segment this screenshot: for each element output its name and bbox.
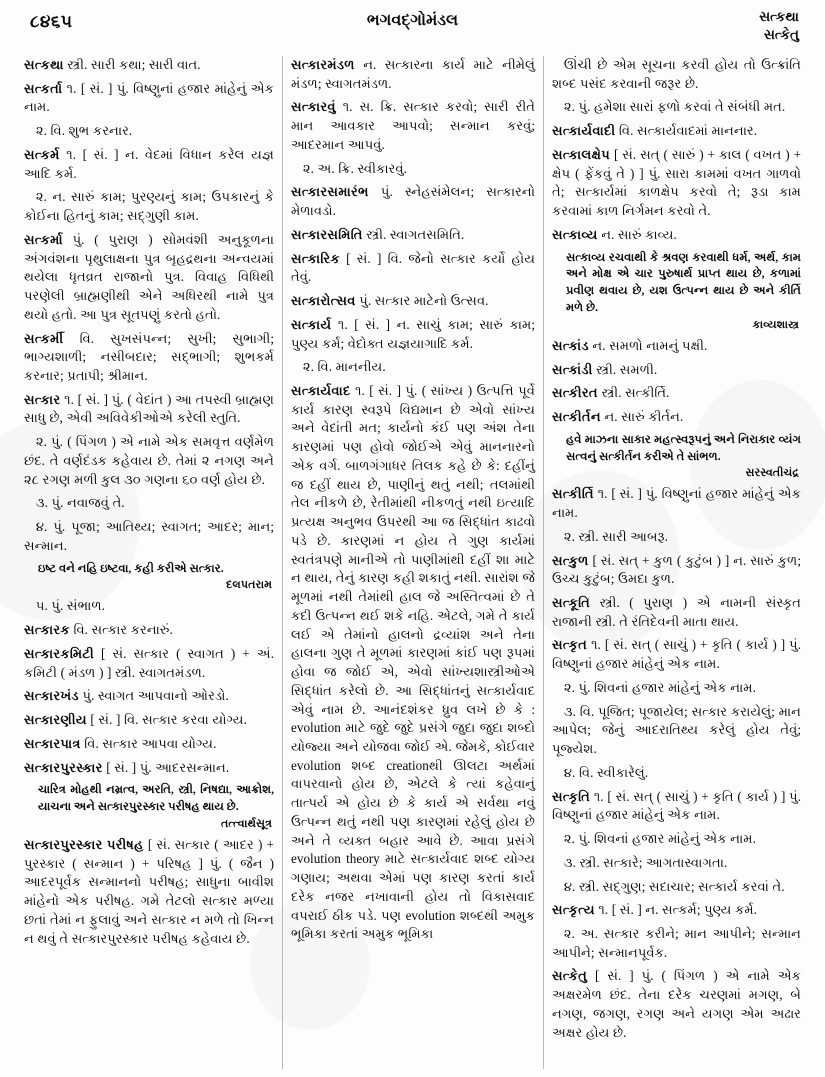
dictionary-entry [24,645,274,682]
entry-headword: સત્કારપુરસ્કાર [24,759,103,775]
entry-quotation: ચારિત્ર મોહથી નમ્રત્વ, અરતિ, સ્ત્રી, નિષદ્યા, આક્રોશ, યાચના અને સત્કારપુરસ્કાર પરીષહ થાય છે. [38,783,274,814]
dictionary-entry [291,316,535,353]
dictionary-entry [291,382,535,944]
entry-definition: [ સં. ] વિ. જેનો સત્કાર કર્યો હોય તેવું. [291,250,535,285]
dictionary-entry [291,98,535,154]
dictionary-entry [552,485,801,522]
entry-sense: ૨. પું. શિવનાં હજાર માંહેનું એક નામ. [563,831,756,847]
dictionary-entry [552,901,801,920]
entry-headword: સત્કૃત્ય [552,902,595,918]
dictionary-entry [552,636,801,673]
entry-sense: ૩. પું. નવાજવું તે. [35,495,125,511]
entry-headword: સત્કારમંડળ [291,57,355,72]
entry-headword: સત્કર્મી [24,330,64,346]
entry-definition: ન. સમળો નામનું પક્ષી. [588,337,708,353]
entry-headword: સત્કુળ [552,552,589,568]
entry-definition: [ સં. સત્ + કુળ ( કુટુંબ ) ] ન. સારું કુળ; ઉચ્ચ કુટુંબ; ઉમદા કુળ. [552,552,801,587]
entry-headword: સત્કારિક [291,250,340,266]
entry-sense: ૨. પું. શિવનાં હજાર માંહેનું એક નામ. [563,679,756,695]
entry-headword: સત્કર્મ [24,146,60,162]
entry-definition: વિ. સત્કાર્યવાદમાં માનનાર. [615,123,758,139]
entry-sense: ૪. સ્ત્રી. સદ્ગુણ; સદાચાર; સત્કાર્ય કરવાં તે. [563,878,785,894]
dictionary-entry [552,384,801,403]
dictionary-entry [552,594,801,631]
dictionary-entry [24,391,274,428]
entry-headword: સત્કૂતિ [552,595,591,610]
entry-definition: ૧. [ સં. ] પું. વિષ્ણુનાં હજાર માંહેનું એક નામ. [24,80,274,115]
dictionary-entry [24,687,274,706]
entry-sense: ૨. વિ. શુભ કરનાર. [35,123,133,139]
entry-definition: પું. સત્કાર માટેનો ઉત્સવ. [355,293,489,309]
entry-definition: ન. સારું કાવ્ય. [597,226,677,242]
entry-sense: ૪. પું. પૂજા; આતિથ્ય; સ્વાગત; આદર; માન; સન્માન. [24,519,274,553]
dictionary-entry [552,122,801,141]
entry-headword: સત્કથા [24,57,64,72]
guide-word-last: સત્કેતુ [763,27,799,43]
entry-quotation: સત્કાવ્ય રચવાથી કે શ્રવણ કરવાથી ધર્મ, અર્થ, કામ અને મોક્ષ એ ચાર પુરુષાર્થ પ્રાપ્ત થાય છે, કળામાં પ્રવીણ થવાય છે, યશ ઉત્પન્ન થાય છે અને કીર્તિ મળે છે. [566,250,801,314]
dictionary-entry [24,836,274,948]
dictionary-entry [24,56,274,75]
entry-definition: સ્ત્રી. સ્વાગતસમિતિ. [362,226,465,242]
entry-quotation: હવે માઝના સાકાર મહત્સ્વરૂપનું અને નિરાકાર વ્યંગ સત્વનું સત્કીર્તન કરીએ તે સાંભળ. [566,432,801,463]
entry-headword: સત્કારકમિટી [24,645,95,661]
entry-definition: વિ. સત્કાર કરનારું. [69,622,173,638]
entry-headword: સત્કારોત્સવ [291,293,356,309]
text-column-1 [16,56,282,1069]
guide-word-first: સત્કથા [759,9,799,24]
entry-definition: [ સં. ] પું. આદરસન્માન. [102,759,230,775]
entry-sense: ૨. વિ. માનનીય. [302,359,386,375]
entry-definition: સ્ત્રી. ( પુરાણ ) એ નામની સંસ્કૃત રાજાની સ્ત્રી. તે રંતિદેવની માતા થાય. [552,595,801,629]
entry-sense: ૩. વિ. પૂજિત; પૂજાયેલ; સત્કાર કરાયેલું; માન આપેલ; જેનું આદરાતિથ્ય કરેલું હોય તેવું; પૂજ્યેશ. [552,703,801,757]
entry-definition: [ સં. સત્કાર ( સ્વાગત ) + અં. કમિટી ( મંડળ ) ] સ્ત્રી. સ્વાગતમંડળ. [24,645,274,680]
entry-definition: [ સં. સત્ ( સારું ) + કાલ ( વખત ) + ક્ષેપ ( ફેંકવું તે ) ] પું. સારા કામમાં વખત ગાળવો તે; સત્કાર્યમાં કાળક્ષેપ કરવો તે; રૂડા કામ કરવામાં કાળ નિર્ગમન કરવો તે. [552,146,801,219]
entry-headword: સત્કીર્તન [552,409,601,424]
dictionary-entry [24,735,274,754]
dictionary-entry [24,80,274,117]
dictionary-entry [552,361,801,380]
entry-definition: ૧. સ. ક્રિ. સત્કાર કરવો; સારી રીતે માન આવકાર આપવો; સન્માન કરવું; આદરમાન આપવું. [291,99,535,152]
dictionary-entry [291,56,535,93]
dictionary-entry [552,967,801,1042]
entry-definition: પું. ( પુરાણ ) સોમવંશી અનુકૂળના અંગવંશના પૃથુલાક્ષના પુત્ર બૃહદ્રથના અન્વયમાં થયેલા ધૃતવ્રત રાજાનો પુત્ર. વિવાહ વિધિથી પરણેલી બ્રાહ્મણીથી એને અધિરથી નામે પુત્ર થયો હતો. આ પુત્ર સૂતપણું કરતો હતો. [24,231,274,322]
text-column-3 [544,56,809,1069]
entry-sense: ૫. પું. સંભાળ. [35,598,105,614]
entry-headword: સત્કારપુરસ્કાર પરીષહ [24,836,144,852]
dictionary-entry [552,337,801,356]
dictionary-entry [24,146,274,183]
entry-headword: સત્કાર્ય [291,316,332,332]
dictionary-entry [24,330,274,386]
entry-sense: ૩. સ્ત્રી. સત્કારે; આગતાસ્વાગતા. [563,854,728,870]
entry-headword: સત્કર્મા [24,231,63,247]
entry-definition: ૧. [ સં. સત્ ( સાચું ) + કૃતિ ( કાર્ય ) ] પું. વિષ્ણુનાં હજાર માંહેનું એક નામ. [552,788,801,823]
entry-headword: સત્કારખંડ [24,688,79,704]
entry-headword: સત્કારસમારંભ [291,184,369,200]
entry-definition: ન. સારું કીર્તન. [600,409,684,424]
entry-definition: પું. સ્વાગત આપવાનો ઓરડો. [78,688,229,704]
entry-definition: ૧. [ સં. ] ન. સાચું કામ; સારું કામ; પુણ્ય કર્મ; વેદોક્ત યજ્ઞયાગાદિ કર્મ. [291,316,535,351]
book-title: ભગવદ્ગોમંડલ [366,12,459,29]
dictionary-entry [24,621,274,640]
entry-headword: સત્કાંડી [552,361,593,377]
entry-sense: ૨. પું. ( પિંગળ ) એ નામે એક સમવૃત્ત વર્ણમેળ છંદ. તે વર્ણદંડક કહેવાય છે. તેમાં ૨ નગણ અને ૨૮ રગણ મળી કુલ ૩૦ ગણના ૬૦ વર્ણ હોય છે. [24,434,274,487]
entry-sense: ૨. અ. ક્રિ. સ્વીકારવું. [302,160,407,176]
page-number: ૮૪૬૫ [30,12,73,31]
guide-words [759,8,799,44]
entry-headword: સત્કારસમિતિ [291,226,363,242]
entry-headword: સત્કીર્તિ [552,486,594,502]
entry-headword: સત્કૃત [552,637,588,653]
entry-sense: ૨. પું. હમેશા સારાં ફળો કરવાં તે સંબંધી મત. [563,99,786,115]
dictionary-entry [552,552,801,589]
entry-headword: સત્કૃતિ [552,788,591,804]
entry-headword: સત્કર્તા [24,80,63,96]
dictionary-entry [24,231,274,325]
dictionary-entry [552,226,801,245]
entry-sense: ૨. અ. સત્કાર કરીને; માન આપીને; સન્માન આપીને; સન્માનપૂર્વક. [552,926,801,960]
entry-headword: સત્કારપાત્ર [24,735,81,751]
running-head [18,8,807,54]
entry-definition: ૧. [ સં. ] પું. ( સાંખ્ય ) ઉત્પત્તિ પૂર્વે કાર્ય કારણ સ્વરૂપે વિદ્યમાન છે એવો સાંખ્ય અને વેદાંતી મત; કાર્યનો કંઈ પણ અંશ તેના કારણમાં પણ હોવો જોઈએ એવું માનનારનો એક વર્ગ. બાળગંગાધર તિલક કહે છે કે: દહીંનું જ દહીં થાય છે, પાણીનું થતું નથી; તલમાંથી તેલ નીકળે છે, રેતીમાંથી નીકળતું નથી ઇત્યાદિ પ્રત્યક્ષ અનુભવ ઉપરથી આ જ સિદ્ધાંત કાઢવો પડે છે. કારણમાં ન હોય તે ગુણ કાર્યમાં સ્વતંત્રપણે માનીએ તો પાણીમાંથી દહીં શા માટે ન થાય, તેનું કારણ કહી શકાતું નથી. સારાંશ જે મૂળમાં નથી તેમાંથી હાલ જે અસ્તિત્વમાં છે તે કદી ઉત્પન્ન થઈ શકે નહિ. એટલે, ગમે તે કાર્ય લઈ એ તેમાંનો હાલનો દ્રવ્યાંશ અને તેના હાલના ગુણ તે મૂળમાં કારણમાં કાંઈ પણ રૂપમાં હોવા જ જોઈ એ, એવો સાંખ્યશાસ્ત્રીઓએ સિદ્ધાંત કરેલો છે. આ સિદ્ધાંતનું સત્કાર્યવાદ એવું નામ છે. આનંદશંકર ધ્રુવ લખે છે કે : evolution માટે જુદે જુદે પ્રસંગે જુદા જુદા શબ્દો યોજ્યા અને યોજવા જોઈ એ. જેમકે, કોઈવાર evolution શબ્દ creationથી ઊલટા અર્થમાં વાપરવાનો હોય છે, એટલે કે ત્યાં કહેવાનું તાત્પર્ય એ હોય છે કે કાર્ય એ સર્વથા નવું ઉત્પન્ન થતું નથી પણ કારણમાં રહેલું હોય છે અને તે વ્યક્ત બહાર આવે છે. આવા પ્રસંગે evolution theory માટે સત્કાર્યવાદ શબ્દ યોગ્ય ગણાય; અથવા એમાં પણ કારણ કરતાં કાર્ય દરેક નજર નખાવાની હોય તો વિકાસવાદ વપરાઈ ઠીક પડે. પણ evolution શબ્દથી અમુક ભૂમિકા કરતાં અમુક ભૂમિકા [291,383,535,942]
entry-headword: સત્કીરત [552,385,598,401]
dictionary-entry [552,408,801,427]
entry-headword: સત્કારવું [291,99,336,115]
entry-definition: ૧. [ સં. સત્ ( સાચું ) + કૃતિ ( કાર્ય ) ] પું. વિષ્ણુનાં હજાર માંહેનું એક નામ. [552,637,801,672]
dictionary-entry [552,788,801,825]
entry-headword: સત્કેતુ [552,968,588,984]
entry-definition: સ્ત્રી. સમળી. [592,361,658,377]
entry-headword: સત્કાલક્ષેપ [552,146,611,162]
entry-quotation: ઇષ્ટ વને નહિ ઇષ્ટવા, કહી કરીએ સત્કાર. [38,561,224,575]
entry-definition: ૧. [ સં. ] પું. વિષ્ણુનાં હજાર માંહેનું એક નામ. [552,486,801,521]
entry-sense: ૨. ન. સારું કામ; પુરણ્યનું કામ; ઉપકારનું કે કોઈના હિતનું કામ; સદ્ગુણી કામ. [24,189,274,224]
entry-headword: સત્કારણીય [24,712,87,728]
entry-headword: સત્કાર્યવાદી [552,123,616,139]
dictionary-entry [291,183,535,220]
quotation-source: કાવ્યશાસ્ત્ર [752,318,799,331]
dictionary-entry [291,292,535,311]
entry-definition: સ્ત્રી. સત્કીર્તિ. [597,385,670,401]
dictionary-entry [291,226,535,245]
entry-definition: ૧. [ સં. ] ન. વેદમાં વિધાન કરેલ યજ્ઞ આદિ કર્મ. [24,146,274,181]
dictionary-entry [24,759,274,778]
entry-definition: ન. સત્કારના કાર્ય માટે નીમેલું મંડળ; સ્વાગતમંડળ. [291,57,535,91]
text-column-2 [282,56,544,1069]
dictionary-entry [552,146,801,221]
entry-definition: ૧. [ સં. ] ન. સત્કર્મ; પુણ્ય કર્મ. [594,902,757,918]
entry-sense: ૪. વિ. સ્વીકારેલું. [563,764,649,780]
entry-definition: [ સં. ] વિ. સત્કાર કરવા યોગ્ય. [86,712,247,728]
entry-headword: સત્કારક [24,622,70,638]
column-container [16,56,809,1069]
entry-definition: ૧. [ સં. ] પું. ( વેદાંત ) આ તપસ્વી બ્રાહ્મણ સાધુ છે, એવી અવિવેકીઓએ કરેલી સ્તુતિ. [24,391,274,426]
quotation-source: દલપતરામ [226,579,272,592]
entry-definition: [ સં. ] પું. ( પિંગળ ) એ નામે એક અક્ષરમેળ છંદ. તેના દરેક ચરણમાં મગણ, બે નગણ, જગણ, રગણ અને યગણ એમ અઢાર અક્ષર હોય છે. [552,968,801,1040]
entry-headword: સત્કાર્યવાદ [291,383,351,399]
entry-sense: ૨. સ્ત્રી. સારી આબરૂ. [563,528,668,544]
entry-definition: પું. સ્નેહસંમેલન; સત્કારનો મેળાવડો. [291,184,535,219]
quotation-source: તત્ત્વાર્થસૂત્ર [220,817,272,830]
entry-definition: [ સં. સત્કાર ( આદર ) + પુરસ્કાર ( સન્માન ) + પરિષહ ] પું. ( જૈન ) આદરપૂર્વક સન્માનનો પરીષહ; સાધુના બાવીશ માંહેનો એક પરીષહ. ગમે તેટલો સત્કાર મળ્યા છતાં તેમાં ન ફુલાવું અને સત્કાર ન મળે તો ખિન્ન ન થવું તે સત્કારપુરસ્કાર પરીષહ કહેવાય છે. [24,836,274,946]
entry-definition: સ્ત્રી. સારી કથા; સારી વાત. [63,57,201,72]
quotation-source: સરસ્વતીચંદ્ર [745,467,799,480]
dictionary-entry [291,250,535,287]
entry-headword: સત્કાવ્ય [552,226,598,242]
dictionary-entry [24,711,274,730]
entry-definition: વિ. સુખસંપન્ન; સુખી; સુભાગી; ભાગ્યશાળી; નસીબદાર; સદ્ભાગી; શુભકર્મ કરનાર; પ્રતાપી; શ્રીમાન. [24,330,274,384]
entry-continuation: ઊંચી છે એમ સૂચના કરવી હોય તો ઉત્ક્રાંતિ શબ્દ પસંદ કરવાની જરૂર છે. [552,57,801,91]
entry-headword: સત્કાર [24,391,61,407]
entry-definition: વિ. સત્કાર આપવા યોગ્ય. [80,735,217,751]
entry-headword: સત્કાંડ [552,337,589,353]
